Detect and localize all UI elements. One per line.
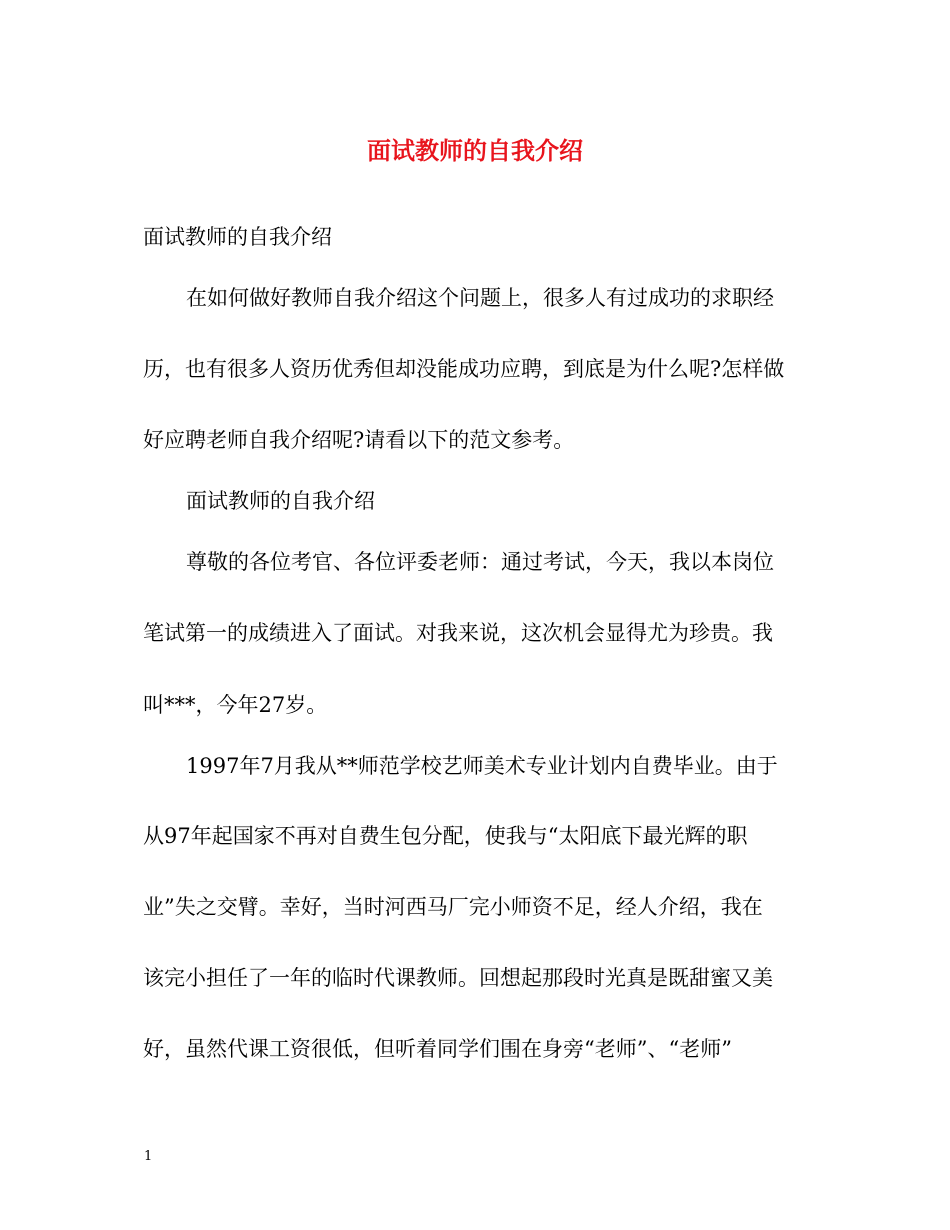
body-line: 业”失之交臂。幸好，当时河西马厂完小师资不足，经人介绍，我在 — [143, 895, 763, 919]
document-title: 面试教师的自我介绍 — [367, 136, 583, 165]
body-line: 好，虽然代课工资很低，但听着同学们围在身旁“老师”、“老师” — [143, 1037, 732, 1061]
body-line: 叫***，今年27岁。 — [143, 693, 328, 717]
body-line: 历，也有很多人资历优秀但却没能成功应聘，到底是为什么呢?怎样做 — [143, 357, 785, 381]
body-line: 尊敬的各位考官、各位评委老师：通过考试，今天，我以本岗位 — [186, 550, 774, 574]
page-number: 1 — [144, 1149, 153, 1164]
document-heading: 面试教师的自我介绍 — [143, 225, 332, 249]
body-line: 1997年7月我从**师范学校艺师美术专业计划内自费毕业。由于 — [186, 754, 778, 778]
body-line: 笔试第一的成绩进入了面试。对我来说，这次机会显得尤为珍贵。我 — [143, 621, 773, 645]
section-subheading: 面试教师的自我介绍 — [186, 489, 375, 513]
body-line: 在如何做好教师自我介绍这个问题上，很多人有过成功的求职经 — [186, 286, 774, 310]
body-line: 该完小担任了一年的临时代课教师。回想起那段时光真是既甜蜜又美 — [143, 966, 773, 990]
body-line: 从97年起国家不再对自费生包分配，使我与“太阳底下最光辉的职 — [143, 824, 748, 848]
body-line: 好应聘老师自我介绍呢?请看以下的范文参考。 — [143, 428, 575, 452]
